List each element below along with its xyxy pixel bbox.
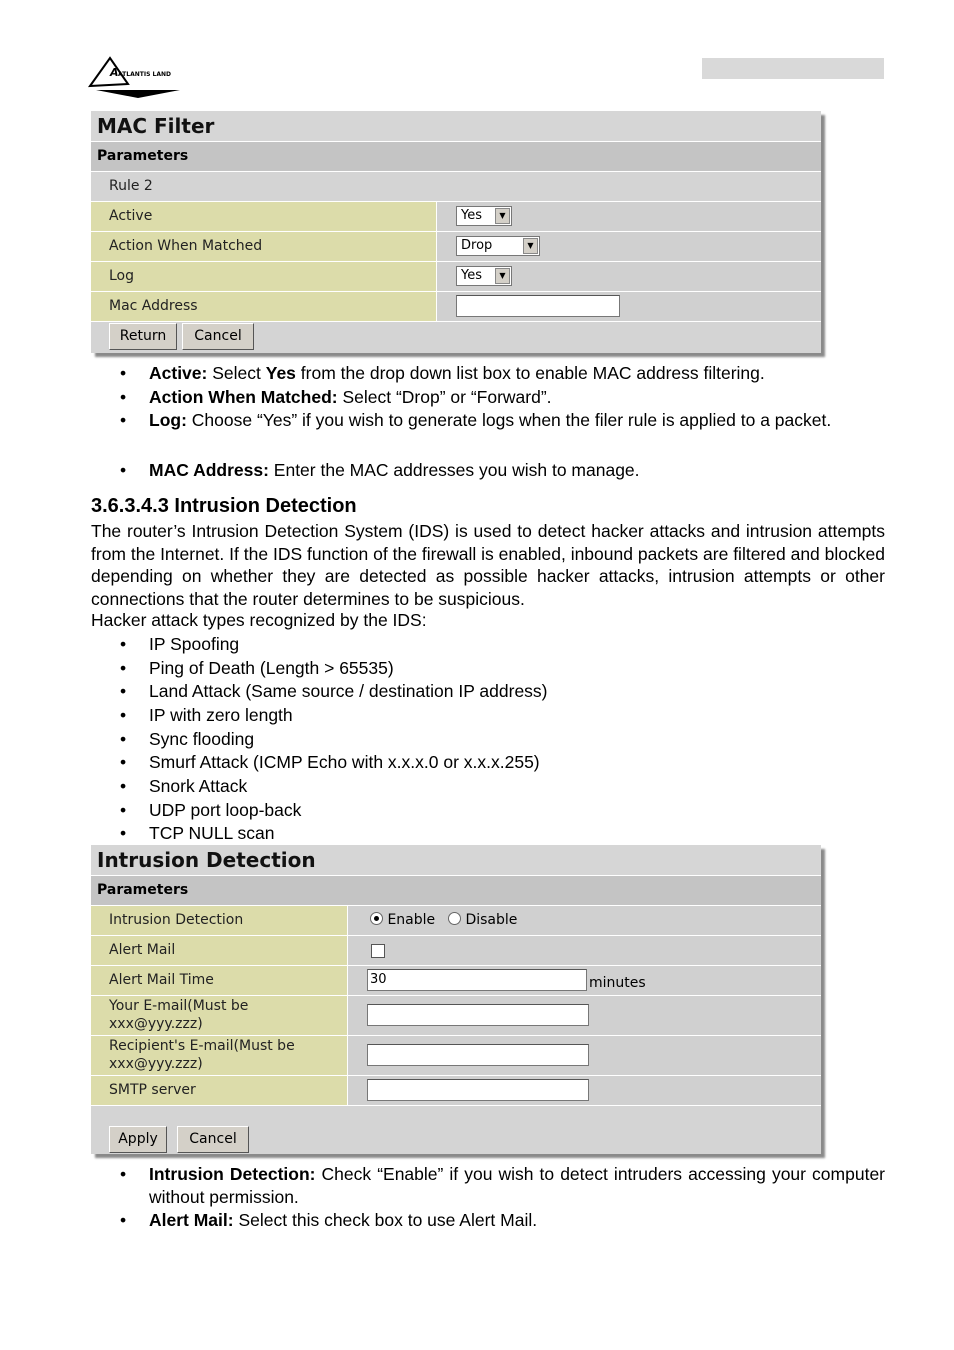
mac-filter-panel — [91, 111, 821, 353]
list-item: • TCP NULL scan — [149, 822, 885, 845]
list-item: • Snork Attack — [149, 775, 885, 798]
alert-mail-time-label: Alert Mail Time — [91, 966, 348, 995]
recipient-email-label: Recipient's E-mail(Must be xxx@yyy.zzz) — [91, 1036, 348, 1075]
svg-text:A: A — [110, 66, 119, 79]
radio-empty-icon — [448, 912, 461, 925]
section-heading: 3.6.3.4.3 Intrusion Detection — [91, 495, 357, 517]
list-item: • IP with zero length — [149, 704, 885, 727]
section-paragraph: The router’s Intrusion Detection System (IDS) is used to detect hacker attacks and intrusion attempts from the Internet. If the IDS function of the firewall is enabled, inbound packets are filtered and blocked depending on whether they are detected as possible hacker attacks, intrusion attempts or other connections that the router determines to be suspicious. — [91, 521, 885, 609]
list-item: • Sync flooding — [149, 728, 885, 751]
active-label: Active — [91, 202, 437, 231]
intrusion-detection-panel — [91, 845, 821, 1154]
active-select[interactable]: Yes ▼ — [456, 206, 512, 226]
mac-address-input[interactable] — [456, 295, 620, 317]
cancel-button[interactable]: Cancel — [182, 323, 254, 350]
intrusion-row — [91, 906, 821, 936]
list-item: • UDP port loop-back — [149, 799, 885, 822]
alert-mail-time-row — [91, 966, 821, 996]
panel-title: MAC Filter — [91, 111, 821, 142]
cancel-button[interactable]: Cancel — [177, 1126, 249, 1153]
rule-label: Rule 2 — [91, 172, 821, 201]
chevron-down-icon: ▼ — [495, 268, 510, 284]
action-select[interactable]: Drop ▼ — [456, 236, 540, 256]
svg-text:ATLANTIS LAND: ATLANTIS LAND — [118, 71, 171, 78]
minutes-label: minutes — [589, 975, 646, 991]
log-label: Log — [91, 262, 437, 291]
list-item: • Action When Matched: Select “Drop” or “Forward”. — [149, 386, 885, 409]
list-item: • Log: Choose “Yes” if you wish to generate logs when the filer rule is applied to a packet. — [149, 409, 885, 432]
atlantis-logo — [88, 54, 188, 100]
recipient-email-input[interactable] — [367, 1044, 589, 1066]
action-row — [91, 232, 821, 262]
apply-button[interactable]: Apply — [109, 1126, 167, 1153]
list-item: • IP Spoofing — [149, 633, 885, 656]
your-email-label: Your E-mail(Must be xxx@yyy.zzz) — [91, 996, 348, 1035]
active-row — [91, 202, 821, 232]
mac-address-label: Mac Address — [91, 292, 437, 321]
intrusion-label: Intrusion Detection — [91, 906, 348, 935]
parameters-header: Parameters — [91, 142, 821, 172]
list-intro: Hacker attack types recognized by the IDS: — [91, 610, 427, 630]
disable-radio[interactable]: Disable — [448, 906, 517, 935]
enable-radio[interactable]: Enable — [370, 906, 435, 935]
alert-mail-row — [91, 936, 821, 966]
list-item: • Alert Mail: Select this check box to use Alert Mail. — [149, 1209, 885, 1232]
list-item: • Land Attack (Same source / destination IP address) — [149, 680, 885, 703]
header-bar — [702, 58, 884, 79]
chevron-down-icon: ▼ — [523, 238, 538, 254]
mac-button-row — [91, 322, 821, 352]
list-item: • Smurf Attack (ICMP Echo with x.x.x.0 or x.x.x.255) — [149, 751, 885, 774]
log-select[interactable]: Yes ▼ — [456, 266, 512, 286]
list-item: • Active: Select Yes from the drop down list box to enable MAC address filtering. — [149, 362, 885, 385]
log-row — [91, 262, 821, 292]
chevron-down-icon: ▼ — [495, 208, 510, 224]
panel-title: Intrusion Detection — [91, 845, 821, 876]
smtp-input[interactable] — [367, 1079, 589, 1101]
list-item: • MAC Address: Enter the MAC addresses you wish to manage. — [149, 459, 885, 482]
rule-row — [91, 172, 821, 202]
alert-mail-time-input[interactable]: 30 — [367, 969, 587, 991]
list-item: • Ping of Death (Length > 65535) — [149, 657, 885, 680]
list-item: • Intrusion Detection: Check “Enable” if you wish to detect intruders accessing your computer without permission. — [149, 1163, 885, 1209]
alert-mail-label: Alert Mail — [91, 936, 348, 965]
alert-mail-checkbox[interactable] — [371, 944, 385, 958]
parameters-header: Parameters — [91, 876, 821, 906]
ids-button-row — [91, 1106, 821, 1158]
recipient-email-row — [91, 1036, 821, 1076]
smtp-row — [91, 1076, 821, 1106]
action-label: Action When Matched — [91, 232, 437, 261]
your-email-input[interactable] — [367, 1004, 589, 1026]
smtp-label: SMTP server — [91, 1076, 348, 1105]
return-button[interactable]: Return — [109, 323, 177, 350]
radio-selected-icon — [370, 912, 383, 925]
your-email-row — [91, 996, 821, 1036]
mac-address-row — [91, 292, 821, 322]
